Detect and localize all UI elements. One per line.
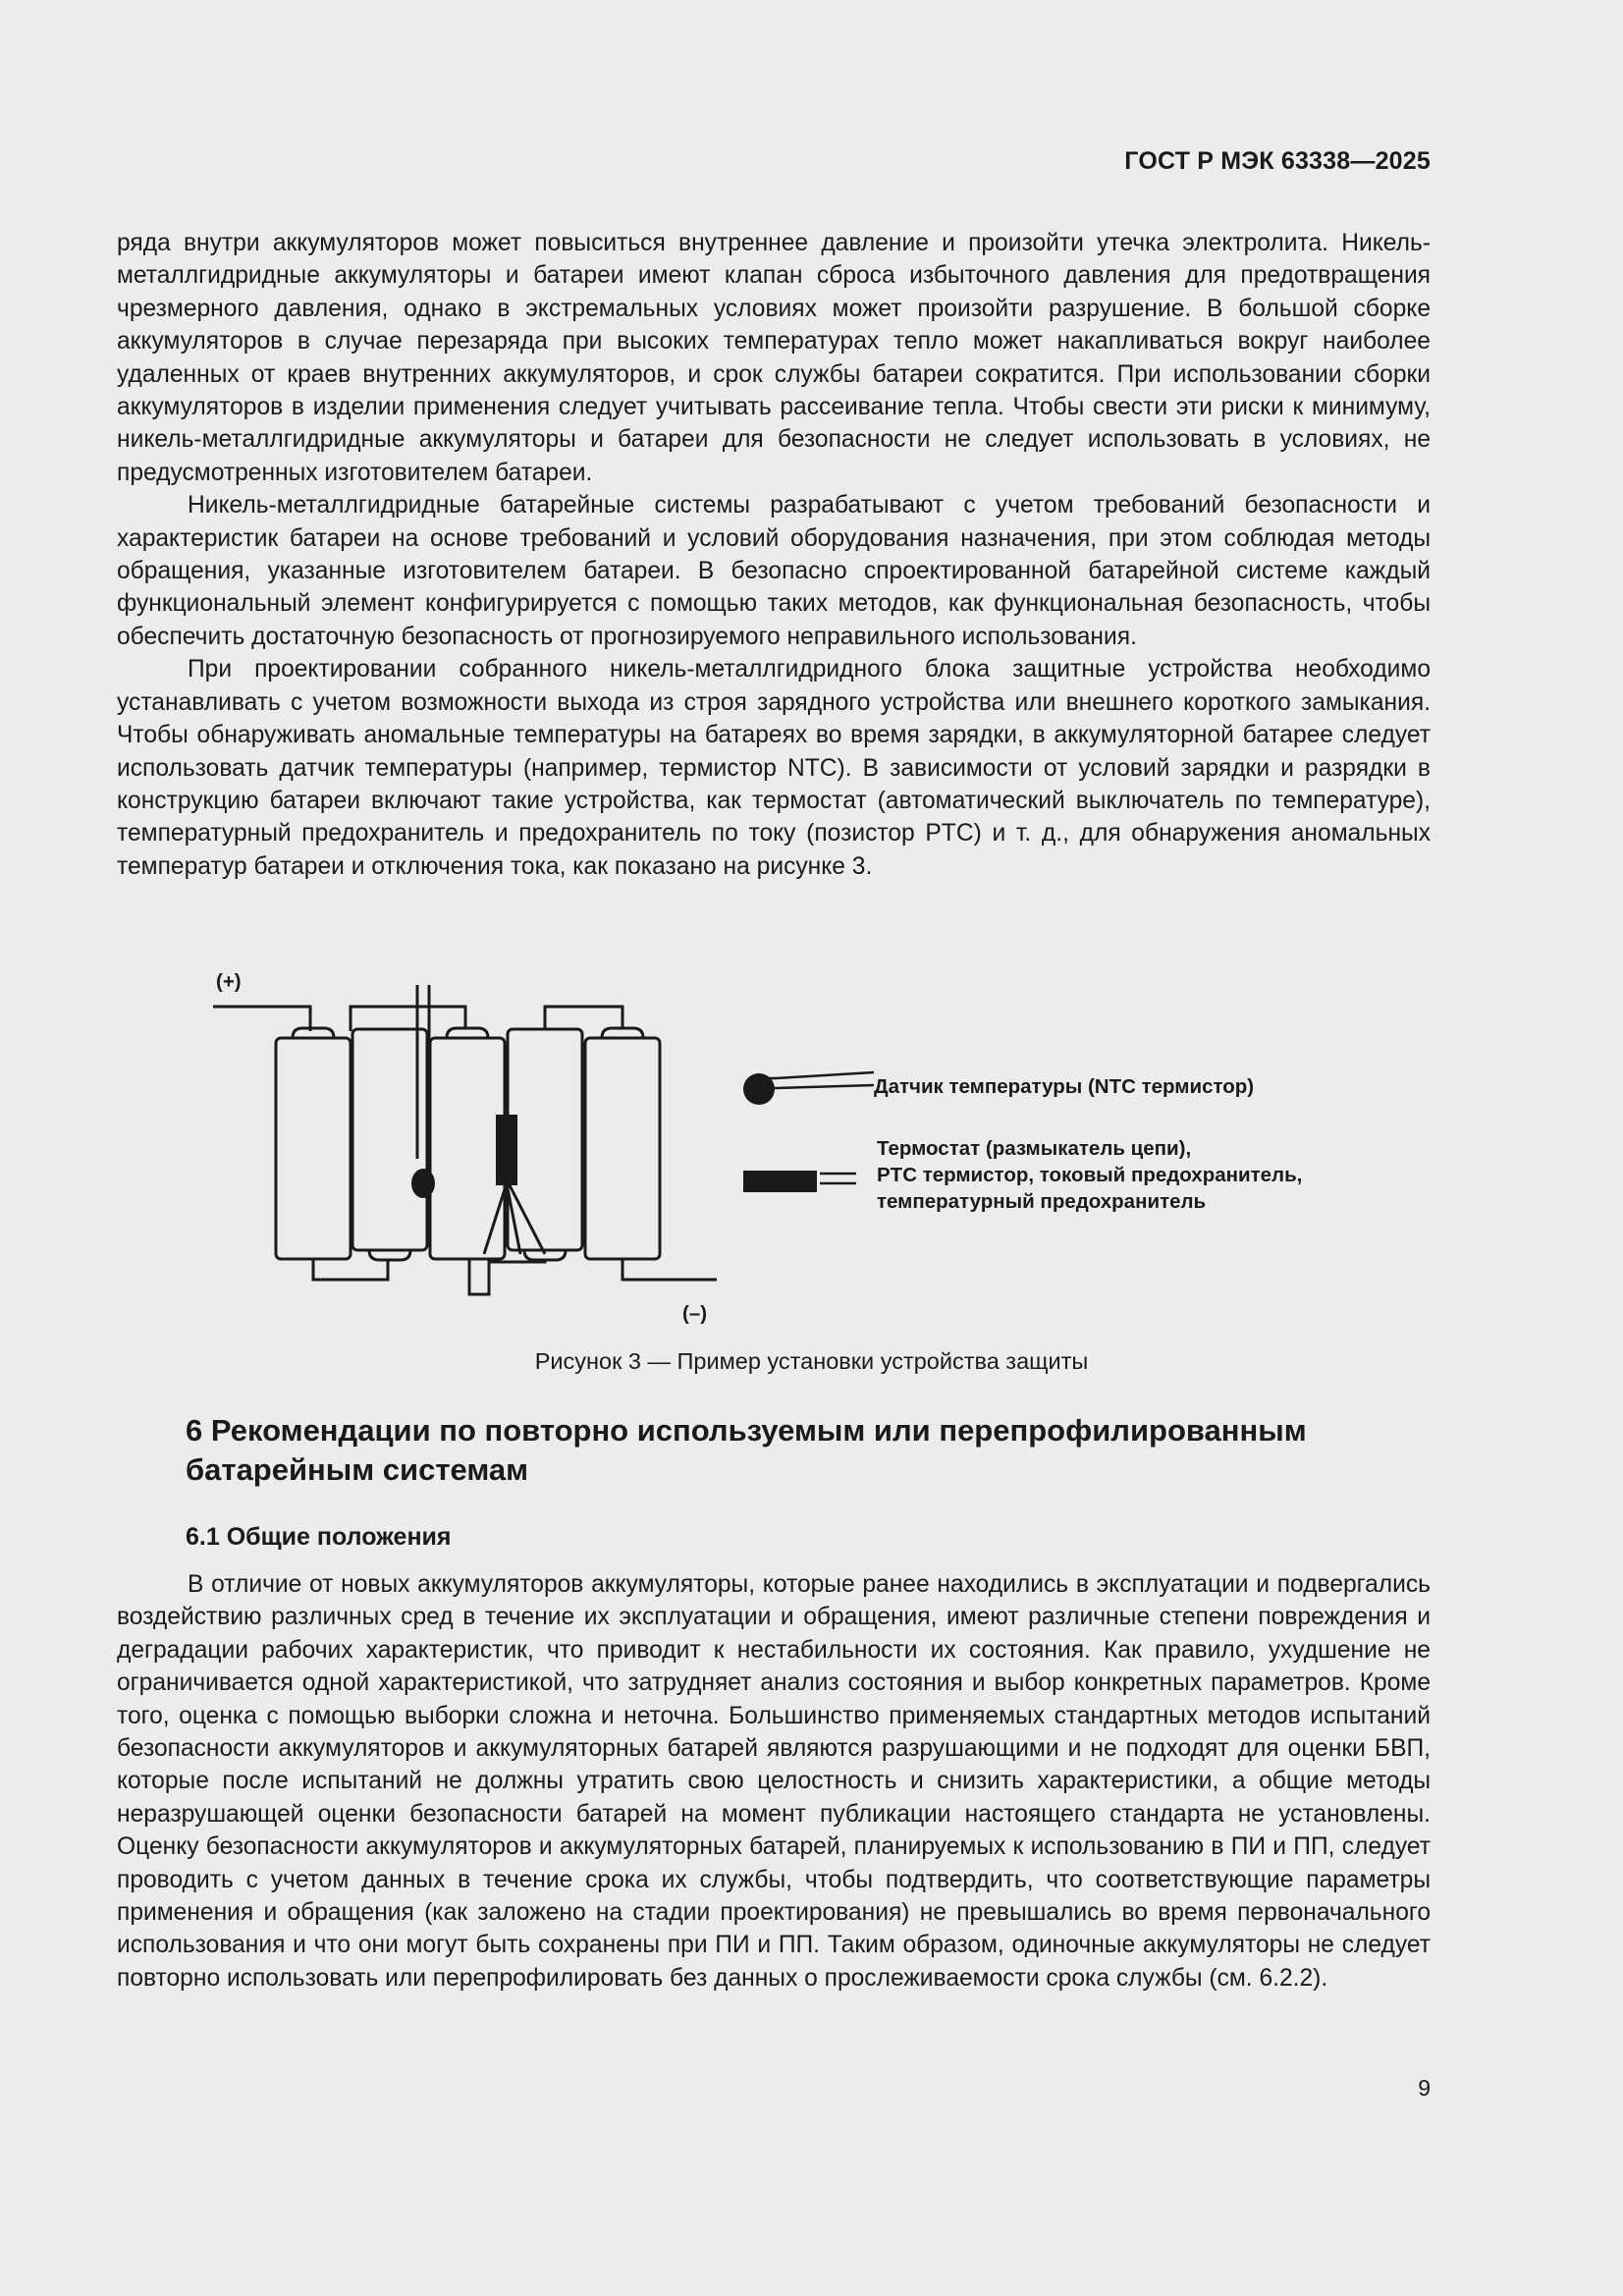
legend-thermostat-label-1: Термостат (размыкатель цепи), [877,1137,1192,1160]
subsection-heading: 6.1 Общие положения [186,1523,452,1551]
body-text-bottom [117,1568,1431,1995]
figure-protection-devices [196,967,1375,1331]
legend-sensor-label: Датчик температуры (NTC термистор) [874,1075,1255,1098]
paragraph: При проектировании собранного никель-металлгидридного блока защитные устройства необходимо устанавливать с учетом возможности выхода из строя зарядного устройства или внешнего короткого замыкания. Чтобы обнаруживать аномальные температуры на батареях во время зарядки, в аккумуляторной батарее следует использовать датчик температуры (например, термистор NTC). В зависимости от условий зарядки и разрядки в конструкцию батареи включают такие устройства, как термостат (автоматический выключатель по температуре), температурный предохранитель и предохранитель по току (позистор PTC) и т. д., для обнаружения аномальных температур батареи и отключения тока, как показано на рисунке 3. [117,656,1431,880]
page-number: 9 [1418,2075,1431,2101]
section-heading: 6 Рекомендации по повторно используемым или перепрофилированным батарейным системам [186,1413,1307,1487]
document-code: ГОСТ Р МЭК 63338—2025 [1124,147,1431,175]
legend-thermostat-label-3: температурный предохранитель [877,1190,1207,1213]
paragraph: ряда внутри аккумуляторов может повыситься внутреннее давление и произойти утечка электролита. Никель-металлгидридные аккумуляторы и батареи имеют клапан сброса избыточного давления для предотвращения чрезмерного давления, однако в экстремальных условиях может произойти разрушение. В большой сборке аккумуляторов в случае перезаряда при высоких температурах тепло может накапливаться вокруг наиболее удаленных от краев внутренних аккумуляторов, и срок службы батареи сократится. При использовании сборки аккумуляторов в изделии применения следует учитывать рассеивание тепла. Чтобы свести эти риски к минимуму, никель-металлгидридные аккумуляторы и батареи для безопасности не следует использовать в условиях, не предусмотренных изготовителем батареи. [117,230,1431,486]
legend-thermostat-label-2: PTC термистор, токовый предохранитель, [877,1164,1303,1186]
paragraph: Никель-металлгидридные батарейные системы разрабатывают с учетом требований безопасности и характеристик батареи на основе требований и условий оборудования назначения, при этом соблюдая методы обращения, указанные изготовителем батареи. В безопасно спроектированной батарейной системе каждый функциональный элемент конфигурируется с помощью таких методов, как функциональная безопасность, чтобы обеспечить достаточную безопасность от прогнозируемого неправильного использования. [117,492,1431,650]
figure-caption: Рисунок 3 — Пример установки устройства защиты [534,1348,1089,1374]
positive-terminal-label: (+) [216,970,242,993]
battery-pack-diagram [196,967,1375,1331]
body-text-top [117,227,1431,883]
paragraph: В отличие от новых аккумуляторов аккумуляторы, которые ранее находились в эксплуатации и подвергались воздействию различных сред в течение их эксплуатации и обращения, имеют различные степени повреждения и деградации рабочих характеристик, что приводит к нестабильности их состояния. Как правило, ухудшение не ограничивается одной характеристикой, что затрудняет анализ состояния и выбор конкретных параметров. Кроме того, оценка с помощью выборки сложна и неточна. Большинство применяемых стандартных методов испытаний безопасности аккумуляторов и аккумуляторных батарей являются разрушающими и не подходят для оценки БВП, которые после испытаний не должны утратить свою целостность и снизить характеристики, а общие методы неразрушающей оценки безопасности батарей на момент публикации настоящего стандарта не установлены. Оценку безопасности аккумуляторов и аккумуляторных батарей, планируемых к использованию в ПИ и ПП, следует проводить с учетом данных в течение срока их службы, чтобы подтвердить, что соответствующие параметры применения и обращения (как заложено на стадии проектирования) не превышались во время первоначального использования и что они могут быть сохранены при ПИ и ПП. Таким образом, одиночные аккумуляторы не следует повторно использовать или перепрофилировать без данных о прослеживаемости срока службы (см. 6.2.2). [117,1571,1431,1992]
negative-terminal-label: (–) [682,1302,708,1325]
